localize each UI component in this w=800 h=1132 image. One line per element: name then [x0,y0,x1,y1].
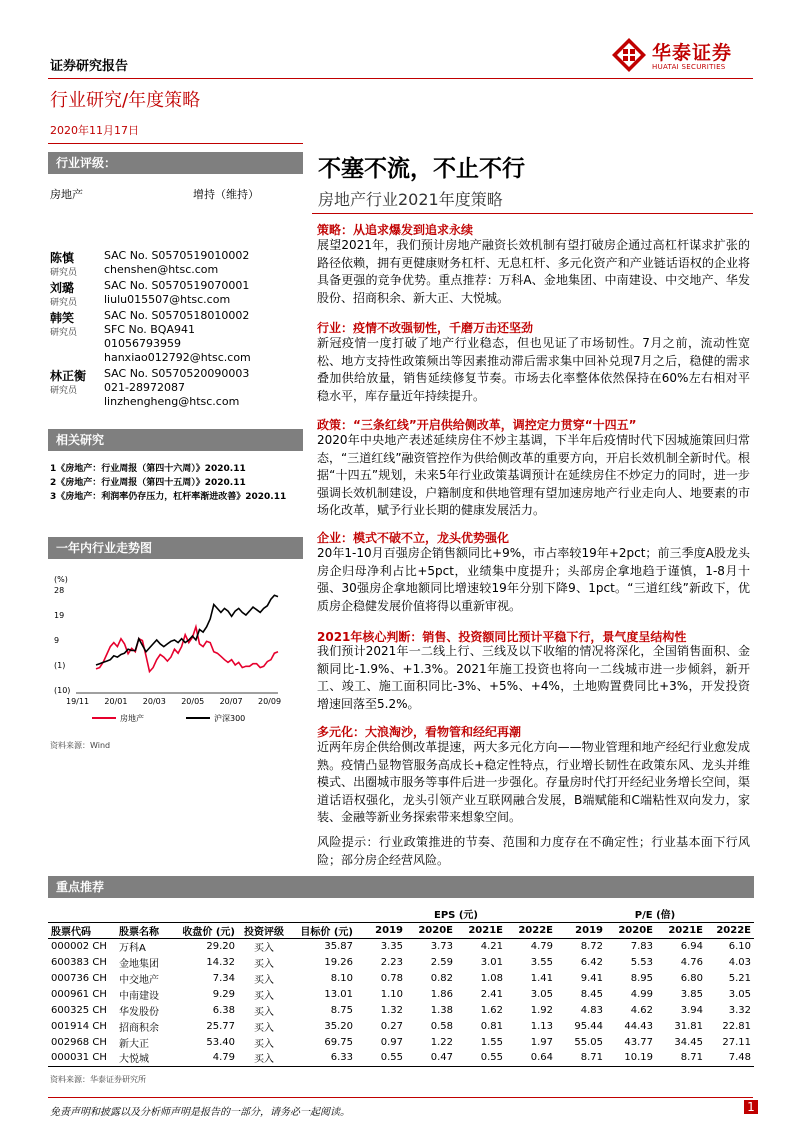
group-header-eps: EPS (元) [356,906,556,922]
group-header-blank [48,906,356,922]
table-cell: 0.97 [380,1036,403,1048]
table-cell: 2.23 [380,956,403,968]
related-report-link[interactable]: 3《房地产：利润率仍存压力，杠杆率渐进改善》2020.11 [50,492,287,502]
column-header: 2020E [606,922,656,938]
table-cell: 35.20 [324,1020,353,1032]
table-cell: 0.64 [506,1050,556,1066]
table-cell: 买入 [254,958,274,970]
table-cell: 买入 [254,1022,274,1034]
table-cell: 1.22 [430,1036,453,1048]
table-cell: 0.78 [380,972,403,984]
table-cell: 35.87 [324,940,353,952]
table-cell: 001914 CH [51,1020,107,1032]
logo-text-cn: 华泰证券 [652,42,733,64]
table-cell: 55.05 [574,1036,603,1048]
column-header: 股票代码 [48,922,116,938]
table-cell: 3.05 [728,988,751,1000]
analyst-role: 研究员 [50,328,78,338]
column-header: 2019 [556,922,606,938]
series-line-1 [96,595,278,665]
table-cell: 3.94 [680,1004,703,1016]
table-cell: 新大正 [119,1038,149,1050]
table-cell: 0.47 [406,1050,456,1066]
table-cell: 1.38 [430,1004,453,1016]
column-header: 2019 [356,922,406,938]
column-header: 2020E [406,922,456,938]
table-cell: 7.34 [212,972,235,984]
analyst-email[interactable]: chenshen@htsc.com [104,263,219,276]
x-tick-label: 20/07 [219,697,243,706]
table-cell: 4.99 [630,988,653,1000]
header-divider [48,78,753,79]
table-cell: 买入 [254,974,274,986]
table-cell: 8.71 [556,1050,606,1066]
table-cell: 44.43 [624,1020,653,1032]
analyst-role: 研究员 [50,268,78,278]
picks-table-body [48,938,754,1066]
table-cell: 53.40 [206,1036,235,1048]
table-cell: 000736 CH [51,972,107,984]
section-heading-outlook: 2021年核心判断：销售、投资额同比预计平稳下行，景气度呈结构性 [317,630,687,644]
column-header: 目标价 (元) [290,922,356,938]
table-cell: 2.41 [480,988,503,1000]
y-tick-label: (10) [54,686,71,695]
industry-trend-chart [48,570,288,730]
table-cell: 1.97 [530,1036,553,1048]
table-cell: 金地集团 [119,958,159,970]
table-cell: 1.62 [480,1004,503,1016]
table-cell: 8.95 [630,972,653,984]
table-cell: 13.01 [324,988,353,1000]
table-cell: 中交地产 [119,974,159,986]
table-cell: 6.80 [680,972,703,984]
section-heading-industry: 行业：疫情不改强韧性，千磨万击还坚劲 [317,321,534,335]
rating-industry: 房地产 [50,188,83,201]
table-cell: 14.32 [206,956,235,968]
column-header: 收盘价 (元) [176,922,238,938]
table-cell: 43.77 [624,1036,653,1048]
page-number: 1 [744,1100,758,1114]
table-cell: 1.41 [530,972,553,984]
table-cell: 4.76 [680,956,703,968]
footer-divider [48,1097,753,1098]
table-cell: 1.55 [480,1036,503,1048]
table-cell: 8.71 [656,1050,706,1066]
table-cell: 3.85 [680,988,703,1000]
table-row [48,1018,754,1034]
picks-table [48,906,754,1067]
section-body-diversification: 近两年房企供给侧改革提速，两大多元化方向——物业管理和地产经纪行业愈发成熟。疫情凸显物管服务高成长+稳定性特点，行业增长韧性在政策东风、龙头并维模式、出圈城市服务等事件后进一步强化。存量房时代打开经纪业务增长空间，渠道话语权强化，龙头引领产业互联网融合发展，B端赋能和C端粘性双向发力，家装、金融等新业务探索带来想象空间。 [317,740,750,825]
table-cell: 4.79 [530,940,553,952]
section-body-enterprise: 20年1-10月百强房企销售额同比+9%，市占率较19年+2pct；前三季度A股龙头房企归母净利占比+5pct，业绩集中度提升；头部房企拿地趋于谨慎，1-8月十强、30强房企拿地额同比增速较19年分别下降9、1pct。“三道红线”新政下，优质房企稳健发展价值将得以重新审视。 [317,546,750,613]
table-cell: 9.29 [212,988,235,1000]
x-tick-label: 20/05 [181,697,205,706]
analyst-email[interactable]: hanxiao012792@htsc.com [104,351,251,364]
table-cell: 3.73 [430,940,453,952]
table-cell: 1.92 [530,1004,553,1016]
logo-text-en: HUATAI SECURITIES [652,63,726,71]
section-body-policy: 2020年中央地产表述延续房住不炒主基调，下半年后疫情时代下因城施策回归常态，“三道红线”融资管控作为供给侧改革的重要方向，开启长效机制全新时代。根据“十四五”规划，未来5年行业政策基调预计在延续房住不炒定力的同时，进一步强调长效机制建设，户籍制度和供地管理有望加速房地产行业走向人、地要素的市场化改革，赋予行业长期的健康发展活力。 [317,433,750,518]
table-cell: 0.81 [480,1020,503,1032]
table-cell: 1.86 [430,988,453,1000]
table-cell: 69.75 [324,1036,353,1048]
table-cell: 10.19 [606,1050,656,1066]
x-tick-label: 20/01 [104,697,128,706]
report-subtitle: 房地产行业2021年度策略 [318,190,503,209]
analyst-phone: 01056793959 [104,337,181,350]
table-cell: 6.10 [728,940,751,952]
table-cell: 1.32 [380,1004,403,1016]
table-cell: 买入 [254,1006,274,1018]
table-cell: 4.21 [480,940,503,952]
table-cell: 4.03 [728,956,751,968]
table-cell: 0.58 [430,1020,453,1032]
table-cell: 4.62 [630,1004,653,1016]
report-date: 2020年11月17日 [50,124,139,137]
table-cell: 19.26 [324,956,353,968]
table-row [48,1050,754,1066]
table-row [48,970,754,986]
table-cell: 0.55 [456,1050,506,1066]
table-column-header [48,922,754,938]
analyst-sac: SAC No. S0570519070001 [104,279,250,292]
picks-section-bar: 重点推荐 [48,876,754,898]
column-header: 2022E [706,922,754,938]
table-cell: 8.72 [580,940,603,952]
table-cell: 5.53 [630,956,653,968]
y-tick-label: (1) [54,661,66,670]
table-cell: 6.38 [212,1004,235,1016]
table-source: 资料来源：华泰证券研究所 [50,1075,146,1084]
y-tick-label: 19 [54,611,65,620]
section-heading-diversification: 多元化：大浪淘沙，看物管和经纪再潮 [317,725,522,739]
table-cell: 34.45 [674,1036,703,1048]
table-row [48,1034,754,1050]
analyst-role: 研究员 [50,386,78,396]
table-cell: 8.45 [580,988,603,1000]
trend-section-bar: 一年内行业走势图 [48,537,303,559]
column-header: 2022E [506,922,556,938]
series-line-0 [96,627,278,672]
column-header: 股票名称 [116,922,176,938]
section-heading-policy: 政策：“三条红线”开启供给侧改革，调控定力贯穿“十四五” [317,418,637,432]
x-tick-label: 20/09 [258,697,282,706]
table-cell: 0.82 [430,972,453,984]
related-section-bar: 相关研究 [48,429,303,451]
table-cell: 4.83 [580,1004,603,1016]
section-heading-enterprise: 企业：模式不破不立，龙头优势强化 [317,531,510,545]
table-row [48,938,754,954]
table-cell: 8.10 [330,972,353,984]
table-cell: 002968 CH [51,1036,107,1048]
table-cell: 万科A [119,942,146,954]
y-tick-label: 9 [54,636,60,645]
table-cell: 2.59 [430,956,453,968]
table-cell: 1.13 [530,1020,553,1032]
analyst-role: 研究员 [50,298,78,308]
table-cell: 3.35 [380,940,403,952]
table-cell: 000031 CH [48,1050,116,1066]
rating-section-bar: 行业评级： [48,152,303,174]
chart-source: 资料来源：Wind [50,741,111,750]
table-cell: 31.81 [674,1020,703,1032]
related-report-link[interactable]: 2《房地产：行业周报（第四十五周）》2020.11 [50,478,246,488]
table-cell: 4.79 [176,1050,238,1066]
table-row [48,1002,754,1018]
analyst-email[interactable]: linzhengheng@htsc.com [104,395,240,408]
section-body-strategy: 展望2021年，我们预计房地产融资长效机制有望打破房企通过高杠杆谋求扩张的路径依赖，拥有更健康财务杠杆、无息杠杆、多元化资产和产业链话语权的企业将具备更强的竞争优势。重点推荐：万科A、金地集团、中南建设、中交地产、华发股份、招商积余、新大正、大悦城。 [317,238,750,305]
huatai-logo-icon [612,38,646,72]
x-tick-label: 20/03 [142,697,166,706]
legend-label: 房地产 [120,714,144,723]
table-cell: 买入 [254,942,274,954]
table-cell: 25.77 [206,1020,235,1032]
analyst-email[interactable]: liulu015507@htsc.com [104,293,231,306]
table-cell: 7.83 [630,940,653,952]
table-cell: 000002 CH [51,940,107,952]
table-cell: 买入 [254,1038,274,1050]
table-cell: 3.01 [480,956,503,968]
right-divider [312,213,753,214]
table-cell: 0.55 [356,1050,406,1066]
disclaimer: 免责声明和披露以及分析师声明是报告的一部分，请务必一起阅读。 [50,1107,350,1118]
table-cell: 3.32 [728,1004,751,1016]
table-cell: 买入 [238,1050,290,1066]
report-category: 行业研究/年度策略 [50,90,201,111]
related-report-link[interactable]: 1《房地产：行业周报（第四十六周）》2020.11 [50,464,246,474]
analyst-name: 刘璐 [50,281,75,295]
column-header: 2021E [456,922,506,938]
column-header: 投资评级 [238,922,290,938]
table-cell: 8.75 [330,1004,353,1016]
table-cell: 1.08 [480,972,503,984]
table-cell: 3.05 [530,988,553,1000]
y-axis-label: (%) [54,575,68,584]
y-tick-label: 28 [54,586,65,595]
rating-value: 增持（维持） [193,188,259,201]
table-cell: 6.94 [680,940,703,952]
analyst-name: 林正衡 [50,369,87,383]
analyst-sfc: SFC No. BQA941 [104,323,195,336]
table-row [48,986,754,1002]
report-type: 证券研究报告 [50,59,129,74]
analyst-name: 陈慎 [50,251,75,265]
table-cell: 华发股份 [119,1006,159,1018]
table-cell: 27.11 [722,1036,751,1048]
risk-warning: 风险提示：行业政策推进的节奏、范围和力度存在不确定性；行业基本面下行风险；部分房企经营风险。 [317,835,750,867]
table-cell: 7.48 [706,1050,754,1066]
analyst-phone: 021-28972087 [104,381,185,394]
table-group-header [48,906,754,922]
table-cell: 0.27 [380,1020,403,1032]
picks-table-wrap [48,906,754,1067]
group-header-pe: P/E (倍) [556,906,754,922]
table-cell: 招商积余 [119,1022,159,1034]
table-cell: 6.42 [580,956,603,968]
analyst-sac: SAC No. S0570518010002 [104,309,250,322]
analyst-sac: SAC No. S0570520090003 [104,367,250,380]
left-divider [48,143,303,144]
table-cell: 29.20 [206,940,235,952]
table-cell: 600325 CH [51,1004,107,1016]
table-cell: 600383 CH [51,956,107,968]
section-body-industry: 新冠疫情一度打破了地产行业稳态，但也见证了市场韧性。7月之前，流动性宽松、地方支持性政策频出等因素推动滞后需求集中回补兑现7月之后，稳健的需求叠加供给放量，销售延续修复节奏。市场去化率整体依然保持在60%左右相对平稳水平，库存量近年持续提升。 [317,336,750,403]
table-cell: 大悦城 [116,1050,176,1066]
x-tick-label: 19/11 [66,697,90,706]
analyst-name: 韩笑 [50,311,75,325]
table-cell: 3.55 [530,956,553,968]
section-body-outlook: 我们预计2021年一二线上行、三线及以下收缩的情况将深化，全国销售面积、金额同比-1.9%、+1.3%。2021年施工投资也将向一二线城市进一步倾斜，新开工、竣工、施工面积同比-3%、+5%、+4%，土地购置费同比+3%，开发投资增速回落至5.2%。 [317,644,750,711]
report-headline: 不塞不流，不止不行 [318,156,525,182]
table-cell: 000961 CH [51,988,107,1000]
analyst-sac: SAC No. S0570519010002 [104,249,250,262]
table-cell: 9.41 [580,972,603,984]
table-cell: 95.44 [574,1020,603,1032]
table-cell: 买入 [254,990,274,1002]
table-cell: 6.33 [290,1050,356,1066]
table-cell: 中南建设 [119,990,159,1002]
table-cell: 1.10 [380,988,403,1000]
table-cell: 22.81 [722,1020,751,1032]
section-heading-strategy: 策略：从追求爆发到追求永续 [317,223,474,237]
column-header: 2021E [656,922,706,938]
table-cell: 5.21 [728,972,751,984]
legend-label: 沪深300 [214,714,246,723]
huatai-logo [612,38,762,74]
table-row [48,954,754,970]
